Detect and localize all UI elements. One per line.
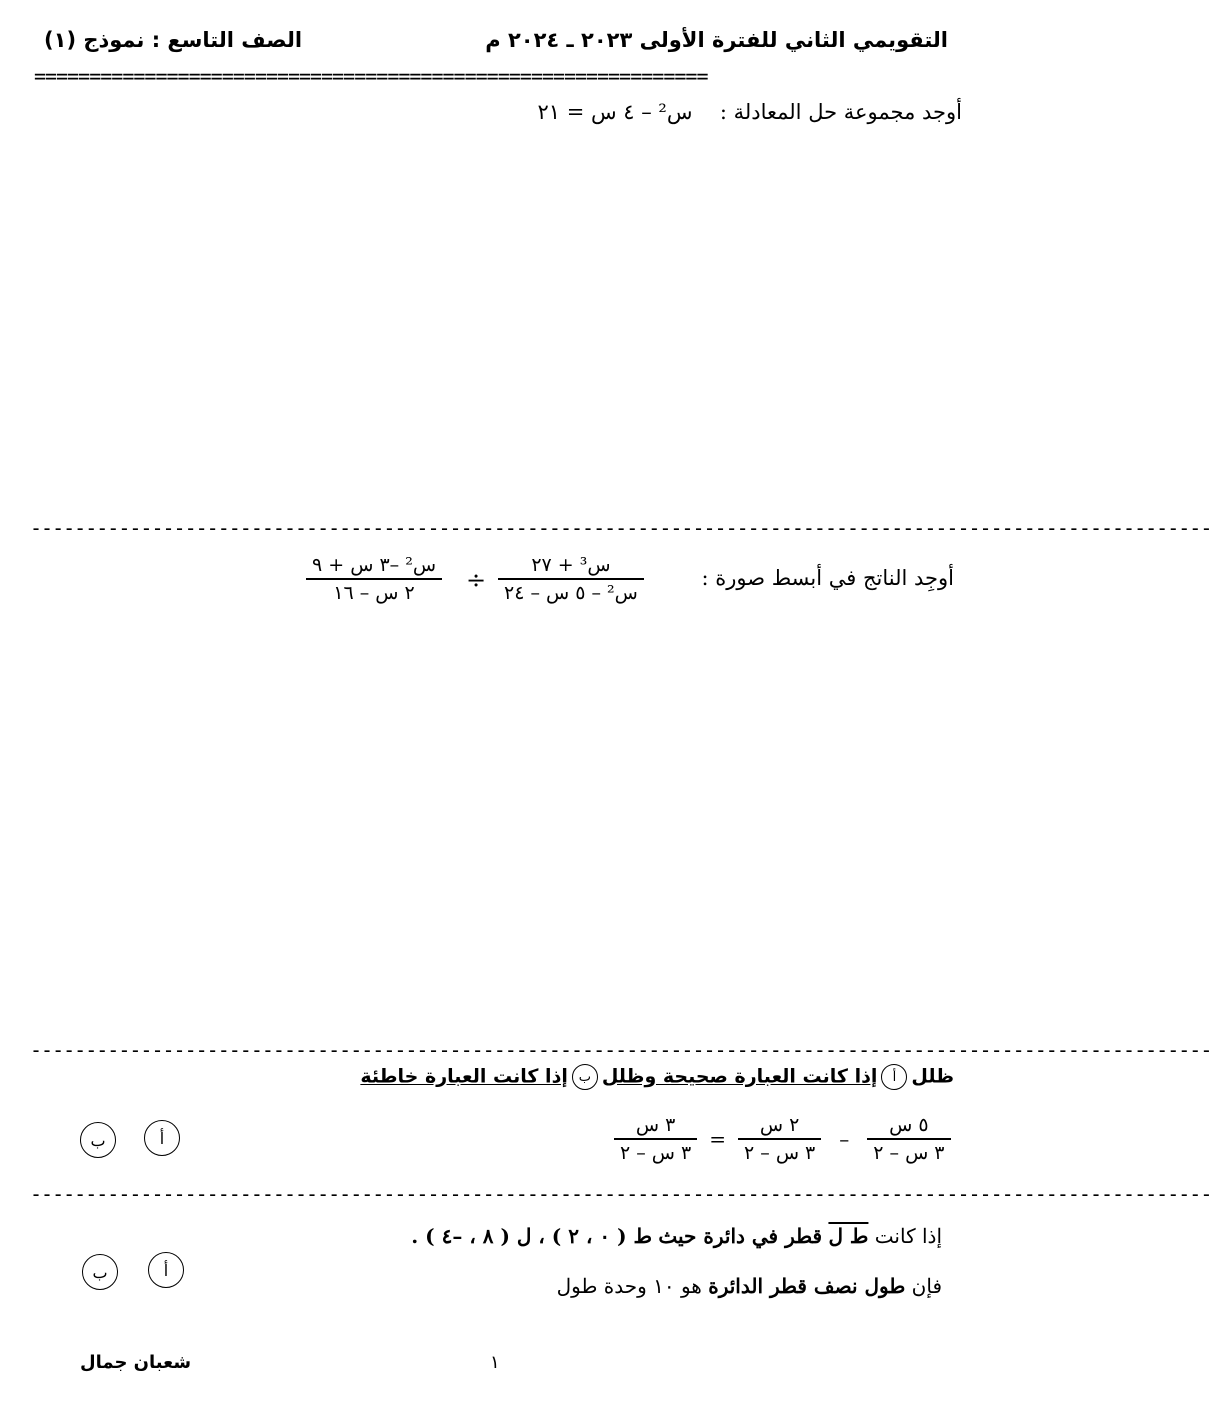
- page-number: ١: [490, 1352, 500, 1373]
- grade-label: الصف التاسع : نموذج (١): [44, 28, 303, 52]
- tf1-fraction-2: [738, 1112, 821, 1166]
- tf1-fraction-1: [867, 1112, 950, 1166]
- tf1-f3-numerator: ٣ س: [635, 1114, 676, 1136]
- instructions-line: [360, 1064, 954, 1090]
- q1-line: [537, 100, 962, 124]
- tf1-fraction-3: [614, 1112, 697, 1166]
- tf2-line-2: [557, 1274, 942, 1298]
- tf2-line2-start: فإن: [911, 1274, 942, 1298]
- circle-a-symbol: أ: [881, 1064, 907, 1090]
- tf2-option-b[interactable]: ب: [82, 1254, 118, 1290]
- tf1-f1-denominator: ٣ س – ٢: [873, 1141, 945, 1164]
- q2-frac1-denominator: س² – ٥ س – ٢٤: [504, 581, 638, 604]
- tf1-f3-denominator: ٣ س – ٢: [620, 1141, 692, 1164]
- tf2-option-a[interactable]: أ: [148, 1252, 184, 1288]
- q2-prompt: أوجِد الناتج في أبسط صورة :: [701, 566, 954, 590]
- q2-frac2-denominator: ٢ س – ١٦: [333, 581, 415, 604]
- double-separator: =============================================================: [34, 64, 708, 88]
- tf2-line1-mid: قطر في دائرة حيث: [658, 1224, 823, 1248]
- tf2-line1-start: إذا كانت: [874, 1224, 942, 1248]
- q1-prompt: أوجد مجموعة حل المعادلة :: [719, 100, 962, 124]
- tf1-option-a[interactable]: أ: [144, 1120, 180, 1156]
- dashed-separator-3: -----------------------------------------------------------------------------------------------------------: [30, 1182, 1211, 1206]
- author-name: شعبان جمال: [80, 1352, 192, 1373]
- tf2-line1-end: ط ( ٠ ، ٢ ) ، ل ( ٨ ، –٤ ) .: [411, 1224, 653, 1248]
- tf2-line2-end: هو ١٠ وحدة طول: [556, 1274, 702, 1298]
- circle-b-symbol: ب: [572, 1064, 598, 1090]
- q1-equation: س² – ٤ س = ٢١: [537, 100, 693, 124]
- minus-sign: –: [839, 1126, 850, 1151]
- tf2-line-1: [411, 1224, 942, 1248]
- exam-title: التقويمي الثاني للفترة الأولى ٢٠٢٣ ـ ٢٠٢٤ م: [485, 28, 948, 52]
- tf1-f1-numerator: ٥ س: [889, 1114, 929, 1136]
- instructions-part1: ظلل: [911, 1065, 954, 1088]
- dashed-separator-2: -----------------------------------------------------------------------------------------------------------: [30, 1038, 1211, 1062]
- q2-fraction-2: [306, 552, 442, 606]
- instructions-part2: إذا كانت العبارة صحيحة وظلل: [601, 1065, 878, 1088]
- q2-frac1-numerator: س³ + ٢٧: [531, 554, 611, 576]
- dashed-separator-1: -----------------------------------------------------------------------------------------------------------: [30, 516, 1211, 540]
- q2-frac2-numerator: س² –٣ س + ٩: [312, 554, 437, 576]
- tf1-option-b[interactable]: ب: [80, 1122, 116, 1158]
- instructions-part3: إذا كانت العبارة خاطئة: [360, 1065, 568, 1088]
- tf1-f2-denominator: ٣ س – ٢: [744, 1141, 816, 1164]
- division-operator: ÷: [466, 566, 487, 594]
- tf1-expression: [614, 1112, 951, 1166]
- tf2-line2-bold: طول نصف قطر الدائرة: [708, 1274, 906, 1298]
- tf1-f2-numerator: ٢ س: [759, 1114, 800, 1136]
- tf2-segment: ط ل: [828, 1224, 869, 1248]
- equals-sign: =: [709, 1126, 727, 1151]
- q2-fraction-1: [498, 552, 644, 606]
